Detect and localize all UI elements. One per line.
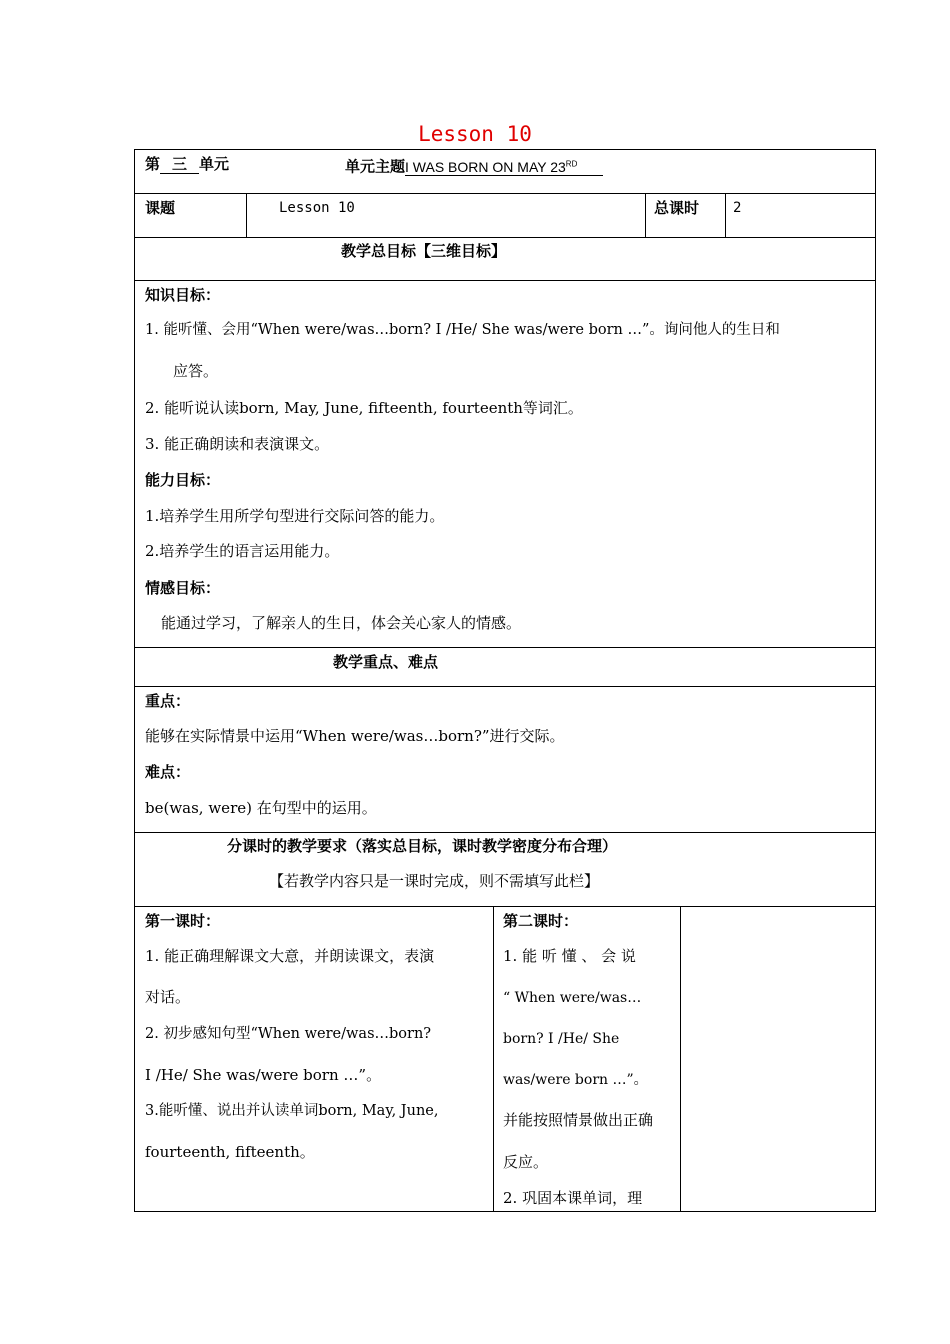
first-lesson-line: 对话。 — [145, 988, 191, 1006]
topic-label: 课题 — [145, 199, 176, 217]
row-divider — [135, 280, 875, 281]
first-lesson-line: 2. 初步感知句型“When were/was…born? — [145, 1026, 432, 1042]
key-point-text: 能够在实际情景中运用“When were/was…born?”进行交际。 — [145, 727, 565, 745]
first-lesson-label: 第一课时： — [145, 912, 221, 930]
lesson-plan-table — [134, 149, 876, 1212]
schedule-heading: 分课时的教学要求（落实总目标，课时教学密度分布合理） — [227, 837, 618, 855]
schedule-note: 【若教学内容只是一课时完成，则不需填写此栏】 — [269, 872, 600, 890]
second-lesson-line: 反应。 — [503, 1153, 549, 1171]
page-title: Lesson 10 — [418, 122, 532, 146]
second-lesson-line: was/were born …”。 — [503, 1072, 648, 1088]
ability-goal-2: 2.培养学生的语言运用能力。 — [145, 542, 340, 560]
knowledge-goal-1: 1. 能听懂、会用“When were/was…born? I /He/ She was/were born …”。询问他人的生日和 — [145, 322, 780, 338]
ability-goal-1: 1.培养学生用所学句型进行交际问答的能力。 — [145, 507, 445, 525]
key-points-heading: 教学重点、难点 — [333, 653, 439, 671]
knowledge-goal-3: 3. 能正确朗读和表演课文。 — [145, 435, 330, 453]
row-divider — [135, 832, 875, 833]
emotion-goal-1: 能通过学习，了解亲人的生日，体会关心家人的情感。 — [161, 614, 522, 632]
first-lesson-line: I /He/ She was/were born …”。 — [145, 1066, 382, 1084]
topic-value: Lesson 10 — [279, 200, 355, 216]
column-divider — [645, 193, 646, 237]
unit-label: 第 三 单元 — [145, 155, 230, 173]
second-lesson-line: 并能按照情景做出正确 — [503, 1111, 654, 1129]
first-lesson-line: 1. 能正确理解课文大意，并朗读课文，表演 — [145, 947, 435, 965]
difficult-point-text: be(was, were) 在句型中的运用。 — [145, 799, 377, 817]
key-point-label: 重点： — [145, 692, 191, 710]
row-divider — [135, 686, 875, 687]
ability-goals-label: 能力目标： — [145, 471, 221, 489]
second-lesson-line: 1. 能 听 懂 、 会 说 — [503, 947, 636, 965]
goals-heading: 教学总目标【三维目标】 — [341, 242, 507, 260]
column-divider — [725, 193, 726, 237]
second-lesson-label: 第二课时： — [503, 912, 579, 930]
first-lesson-line: fourteenth, fifteenth。 — [145, 1143, 315, 1161]
knowledge-goals-label: 知识目标： — [145, 286, 221, 304]
knowledge-goal-2: 2. 能听说认读born, May, June, fifteenth, fourteenth等词汇。 — [145, 399, 583, 417]
first-lesson-line: 3.能听懂、说出并认读单词born, May, June, — [145, 1103, 439, 1119]
difficult-point-label: 难点： — [145, 763, 191, 781]
unit-theme: 单元主题I WAS BORN ON MAY 23RD — [345, 154, 603, 177]
second-lesson-line: 2. 巩固本课单词，理 — [503, 1189, 643, 1207]
second-lesson-line: born? I /He/ She — [503, 1031, 620, 1047]
row-divider — [135, 647, 875, 648]
second-lesson-line: “ When were/was… — [503, 990, 642, 1006]
row-divider — [135, 906, 875, 907]
total-hours-label: 总课时 — [654, 199, 700, 217]
column-divider — [246, 193, 247, 237]
column-divider — [493, 906, 494, 1212]
column-divider — [680, 906, 681, 1212]
knowledge-goal-1-continued: 应答。 — [173, 362, 219, 380]
row-divider — [135, 237, 875, 238]
total-hours-value: 2 — [733, 200, 742, 216]
emotion-goals-label: 情感目标： — [145, 579, 221, 597]
